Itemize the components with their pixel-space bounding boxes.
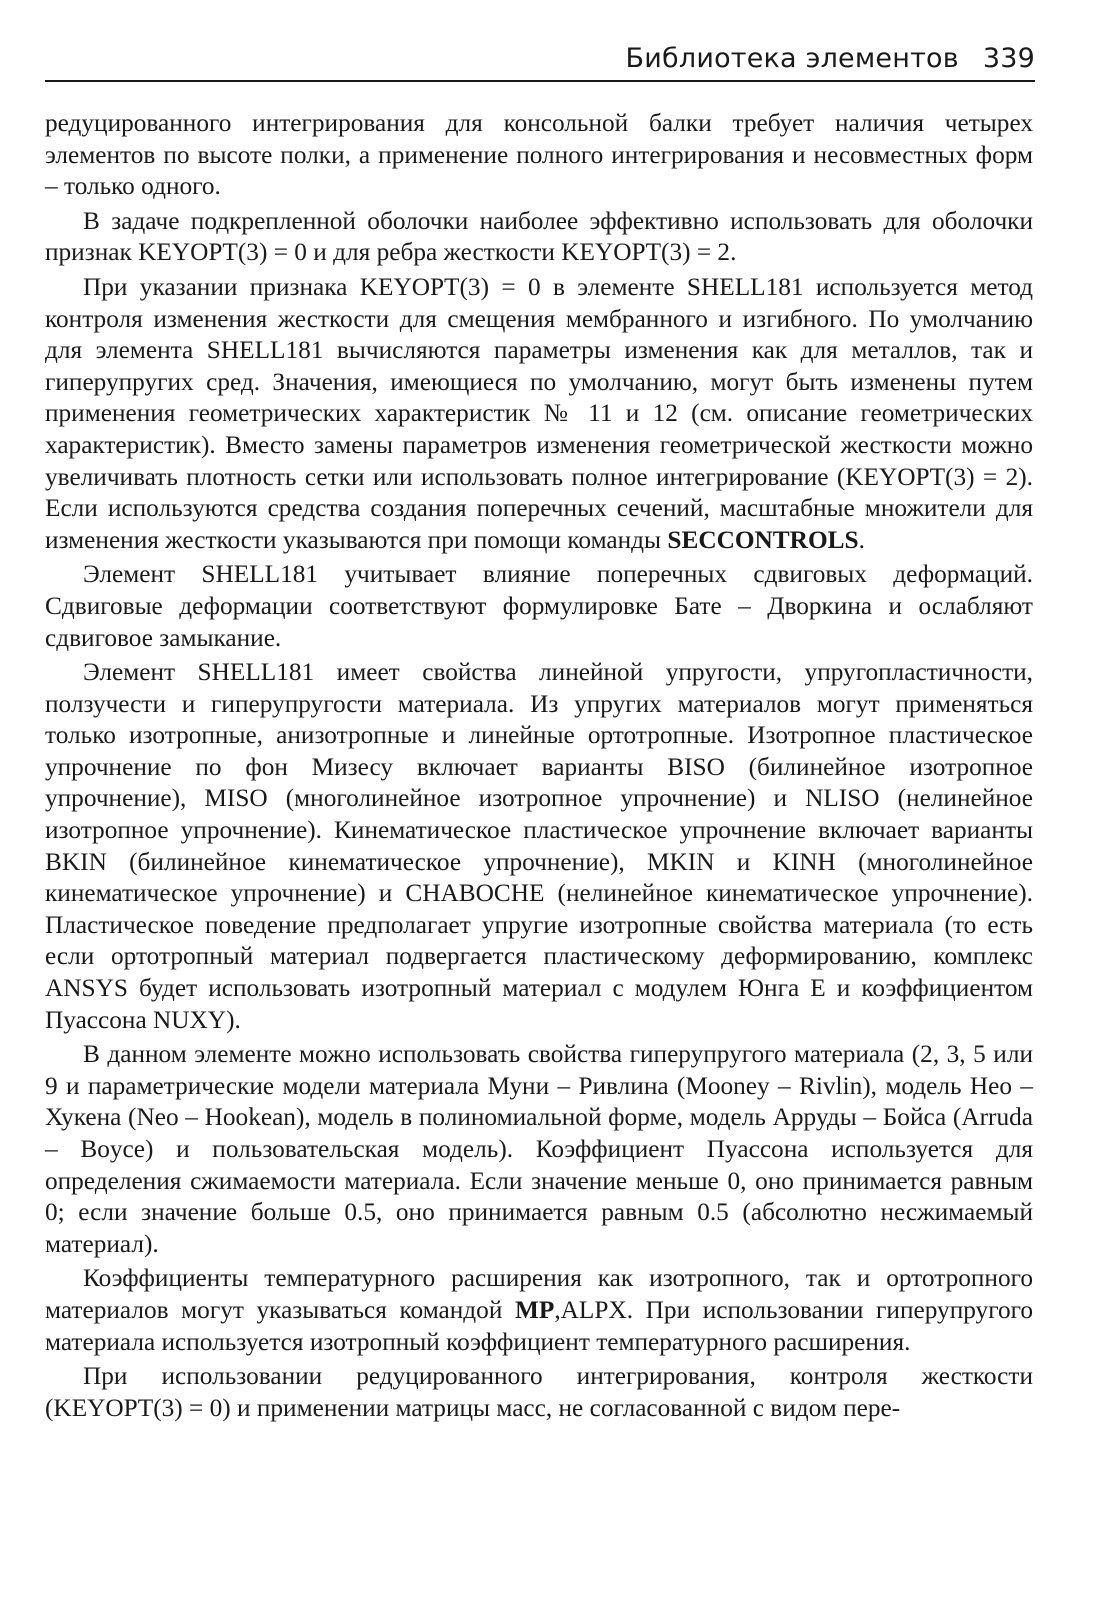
paragraph-5: Элемент SHELL181 имеет свойства линейной упругости, упругопластичности, ползучести и гиперупругости материала. Из упругих материалов могут применяться только изотропные, анизотропные и линейные ортотропные. Изотропное пластическое упрочнение по фон Мизесу включает варианты BISO (билинейное изотропное упрочнение), MISO (многолинейное изотропное упрочнение) и NLISO (нелинейное изотропное упрочнение). Кинематическое пластическое упрочнение включает варианты BKIN (билинейное кинематическое упрочнение), MKIN и KINH (многолинейное кинематическое упрочнение) и CHABOCHE (нелинейное кинематическое упрочнение). Пластическое поведение предполагает упругие изотропные свойства материала (то есть если ортотропный материал подвергается пластическому деформированию, комплекс ANSYS будет использовать изотропный материал с модулем Юнга E и коэффициентом Пуассона NUXY). — [45, 658, 1033, 1034]
paragraph-3-text: При указании признака KEYOPT(3) = 0 в элементе SHELL181 используется метод контроля изменения жесткости для смещения мембранного и изгибного. По умолчанию для элемента SHELL181 вычисляются параметры изменения как для металлов, так и гиперупругих сред. Значения, имеющиеся по умолчанию, могут быть изменены путем применения геометрических характеристик № 11 и 12 (см. описание геометрических характеристик). Вместо замены параметров изменения геометрической жесткости можно увеличивать плотность сетки или использовать полное интегрирование (KEYOPT(3) = 2). Если используются средства создания поперечных сечений, масштабные множители для изменения жесткости указываются при помощи команды — [45, 272, 1033, 554]
section-title: Библиотека элементов — [625, 43, 959, 74]
paragraph-7-text: Коэффициенты температурного расширения как изотропного, так и ортотропного материалов могут указываться командой — [45, 1264, 1033, 1324]
command-seccontrols: SECCONTROLS — [667, 525, 859, 554]
paragraph-4: Элемент SHELL181 учитывает влияние поперечных сдвиговых деформаций. Сдвиговые деформации соответствуют формулировке Бате – Дворкина и ослабляют сдвиговое замыкание. — [45, 560, 1033, 652]
paragraph-7 — [45, 1263, 1033, 1358]
paragraph-3-end: . — [858, 525, 865, 554]
paragraph-8: При использовании редуцированного интегрирования, контроля жесткости (KEYOPT(3) = 0) и применении матрицы масс, не согласованной с видом пере- — [45, 1362, 1033, 1422]
paragraph-3 — [45, 272, 1033, 556]
page-number: 339 — [982, 43, 1035, 74]
paragraph-2: В задаче подкрепленной оболочки наиболее эффективно использовать для оболочки признак KEYOPT(3) = 0 и для ребра жесткости KEYOPT(3) = 2. — [45, 206, 1033, 267]
command-mp: MP — [514, 1295, 555, 1324]
paragraph-6: В данном элементе можно использовать свойства гиперупругого материала (2, 3, 5 или 9 и параметрические модели материала Муни – Ривлина (Mooney – Rivlin), модель Нео – Хукена (Neo – Hookean), модель в полиномиальной форме, модель Арруды – Бойса (Arruda – Boyce) и пользовательская модель). Коэффициент Пуассона используется для определения сжимаемости материала. Если значение меньше 0, оно принимается равным 0; если значение больше 0.5, оно принимается равным 0.5 (абсолютно несжимаемый материал). — [45, 1040, 1033, 1258]
paragraph-1: редуцированного интегрирования для консольной балки требует наличия четырех элементов по высоте полки, а применение полного интегрирования и несовместных форм – только одного. — [45, 109, 1033, 201]
body-text — [45, 108, 1033, 1427]
paragraph-7-end: ,ALPX. При использовании гиперупругого материала используется изотропный коэффициент температурного расширения. — [45, 1295, 1033, 1356]
running-header — [45, 38, 1035, 82]
